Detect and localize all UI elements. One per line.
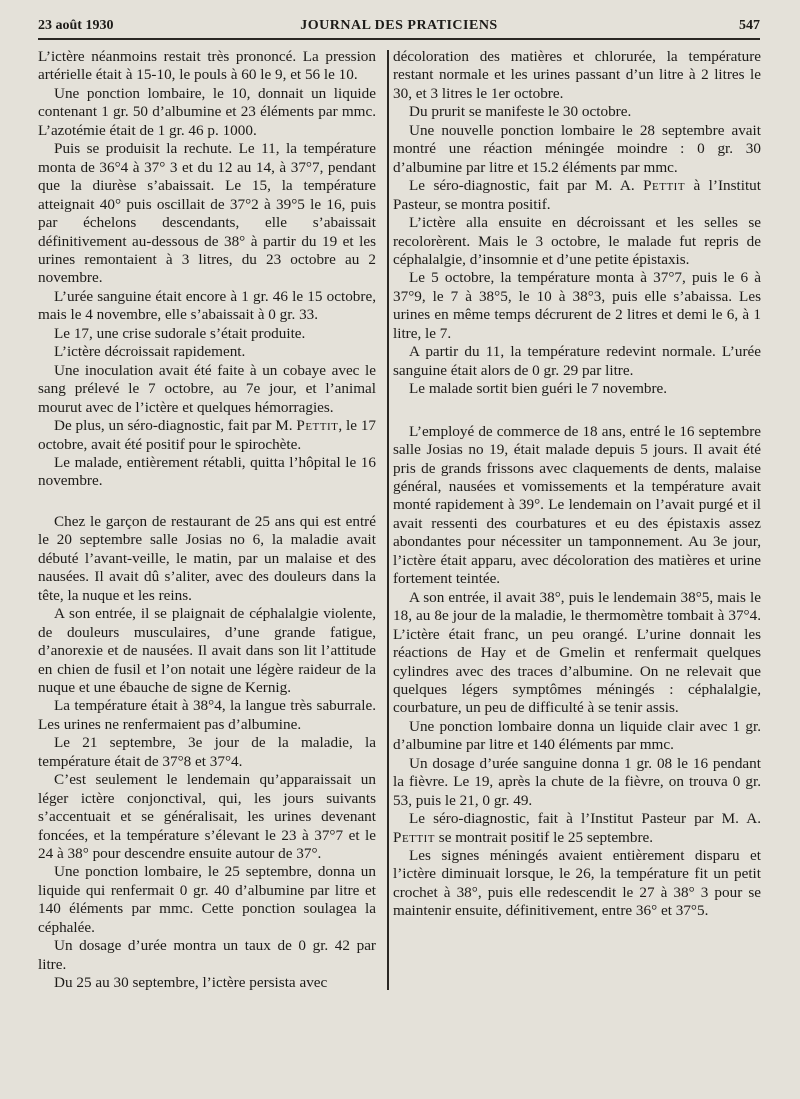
paragraph: Les signes méningés avaient entièrement disparu et l’ictère diminuait lorsque, le 26, la température fit un petit crochet à 38°, puis elle redescendit le 27 à 38° 3 pour se maintenir ensuite, définitivement, entre 36° et 37°5. [393,847,761,920]
paragraph: L’ictère décroissait rapidement. [54,343,246,361]
paragraph-text: , le 17 octobre, avait été positif pour le spirochète. [38,417,377,453]
author-name: Pettit [643,177,686,195]
author-name: Pettit [393,828,435,846]
paragraph: Du prurit se manifeste le 30 octobre. [409,103,632,121]
paragraph: Puis se produisit la rechute. Le 11, la température monta de 36°4 à 37° 3 et du 12 au 14, à 37°7, pendant que la diurèse s’abaissait. Le 15, la température atteignait 40° puis oscillait de 37°2 à 39°5 le 16, puis par échelons descendants, elle s’abaissait définitivement au-dessous de 38° à partir du 19 et les urines remontaient à 3 litres, du 23 octobre au 2 novembre. [38,140,376,287]
paragraph: Chez le garçon de restaurant de 25 ans qui est entré le 20 septembre salle Josias no 6, la maladie avait débuté l’avant-veille, le matin, par un malaise et des nausées. Il avait dû s’aliter, avec des douleurs dans la tête, la nuque et les reins. [38,512,376,604]
paragraph: Une ponction lombaire donna un liquide clair avec 1 gr. d’albumine par litre et 140 éléments par mmc. [393,717,761,754]
paragraph: Une inoculation avait été faite à un cobaye avec le sang prélevé le 7 octobre, au 7e jour, et l’animal mourut avec de l’ictère et quelques hémorragies. [38,361,376,416]
paragraph-text: se montrait positif le 25 septembre. [435,828,654,846]
paragraph: Le malade, entièrement rétabli, quitta l’hôpital le 16 novembre. [38,453,376,490]
paragraph: Une nouvelle ponction lombaire le 28 septembre avait montré une réaction méningée moindre : 0 gr. 30 d’albumine par litre et 15.2 éléments par mmc. [393,121,761,176]
paragraph: Le malade sortit bien guéri le 7 novembre. [409,380,668,398]
paragraph: A son entrée, il avait 38°, puis le lendemain 38°5, mais le 18, au 8e jour de la maladie, le thermomètre tombait à 37°4. L’ictère était franc, un peu orangé. L’urine donnait les réactions de Hay et de Gmelin et renfermait quelques cylindres avec des traces d’albumine. On ne relevait que quelques légers symptômes méningés : céphalalgie, courbature, un peu de difficulté à se tenir assis. [393,588,761,717]
paragraph: La température était à 38°4, la langue très saburrale. Les urines ne renfermaient pas d’albumine. [38,697,376,733]
paragraph: Un dosage d’urée montra un taux de 0 gr. 42 par litre. [38,937,376,973]
paragraph: Une ponction lombaire, le 25 septembre, donna un liquide qui renfermait 0 gr. 40 d’albumine par litre et 140 éléments par mmc. Cette ponction soulagea la céphalée. [38,863,376,936]
paragraph [393,177,761,214]
paragraph: L’ictère alla ensuite en décroissant et les selles se recolorèrent. Mais le 3 octobre, le malade fut repris de céphalalgie, d’insomnie et d’une petite épistaxis. [393,214,761,268]
left-column [38,48,376,993]
paragraph: Du 25 au 30 septembre, l’ictère persista avec [54,974,328,992]
paragraph: Le 5 octobre, la température monta à 37°7, puis le 6 à 37°9, le 7 à 38°5, le 10 à 38°3, puis elle s’abaissa. Les urines en même temps décrurent de 2 litres et demi le 6, à 1 litre, le 7. [393,269,761,342]
running-header [38,14,760,40]
paragraph [38,417,376,454]
paragraph [393,810,761,847]
paragraph-text: De plus, un séro-diagnostic, fait par M. [54,417,293,435]
case-separator [393,399,761,423]
header-date: 23 août 1930 [38,18,114,33]
paragraph-text: à l’Institut Pasteur, se montra positif. [393,177,761,213]
paragraph: A partir du 11, la température redevint normale. L’urée sanguine était alors de 0 gr. 29 par litre. [393,343,761,379]
header-rule [38,38,760,40]
paragraph: L’employé de commerce de 18 ans, entré le 16 septembre salle Josias no 19, était malade depuis 5 jours. Il avait été pris de grands frissons avec claquements de dents, malaise général, nausées et vomissements et la température avait monté rapidement à 39°. Le lendemain on l’avait purgé et il avait ressenti des courbatures et eu des épistaxis assez abondantes pour nécessiter un tamponnement. Au 3e jour, l’ictère était apparu, avec décoloration des matières et urine fortement teintée. [393,422,761,588]
column-divider [387,50,389,990]
paragraph: décoloration des matières et chlorurée, la température restant normale et les urines passant d’un litre à 2 litres le 30, et 3 litres le 1er octobre. [393,48,761,102]
paragraph: L’ictère néanmoins restait très prononcé. La pression artérielle était à 15-10, le pouls à 60 le 9, et 56 le 10. [38,48,376,84]
paragraph-text: Le séro-diagnostic, fait par M. A. [409,177,635,195]
paragraph: A son entrée, il se plaignait de céphalalgie violente, de douleurs musculaires, d’une grande fatigue, d’anorexie et de nausées. Il avait dans son lit l’attitude en chien de fusil et l’on notait une légère raideur de la nuque et une ébauche de signe de Kernig. [38,605,376,696]
header-journal-title: JOURNAL DES PRATICIENS [300,18,498,33]
paragraph: Un dosage d’urée sanguine donna 1 gr. 08 le 16 pendant la fièvre. Le 19, après la chute de la fièvre, on trouva 0 gr. 53, puis le 21, 0 gr. 49. [393,754,761,809]
author-name: Pettit [296,417,339,435]
paragraph: Le 21 septembre, 3e jour de la maladie, la température était de 37°8 et 37°4. [38,734,376,770]
header-page-number: 547 [739,18,760,33]
right-column [393,48,761,921]
paragraph: C’est seulement le lendemain qu’apparaissait un léger ictère conjonctival, qui, les jours suivants s’accentuait et se généralisait, les urines devenant foncées, et la température s’élevant le 23 à 37°7 et le 24 à 38° pour descendre ensuite autour de 37°. [38,771,376,863]
paragraph: L’urée sanguine était encore à 1 gr. 46 le 15 octobre, mais le 4 novembre, elle s’abaissait à 0 gr. 33. [38,287,376,324]
paragraph-text: Le séro-diagnostic, fait à l’Institut Pasteur par M. A. [409,810,761,828]
case-separator [38,491,376,513]
paragraph: Le 17, une crise sudorale s’était produite. [54,324,306,342]
paragraph: Une ponction lombaire, le 10, donnait un liquide contenant 1 gr. 50 d’albumine et 23 éléments par mmc. L’azotémie était de 1 gr. 46 p. 1000. [38,84,376,139]
